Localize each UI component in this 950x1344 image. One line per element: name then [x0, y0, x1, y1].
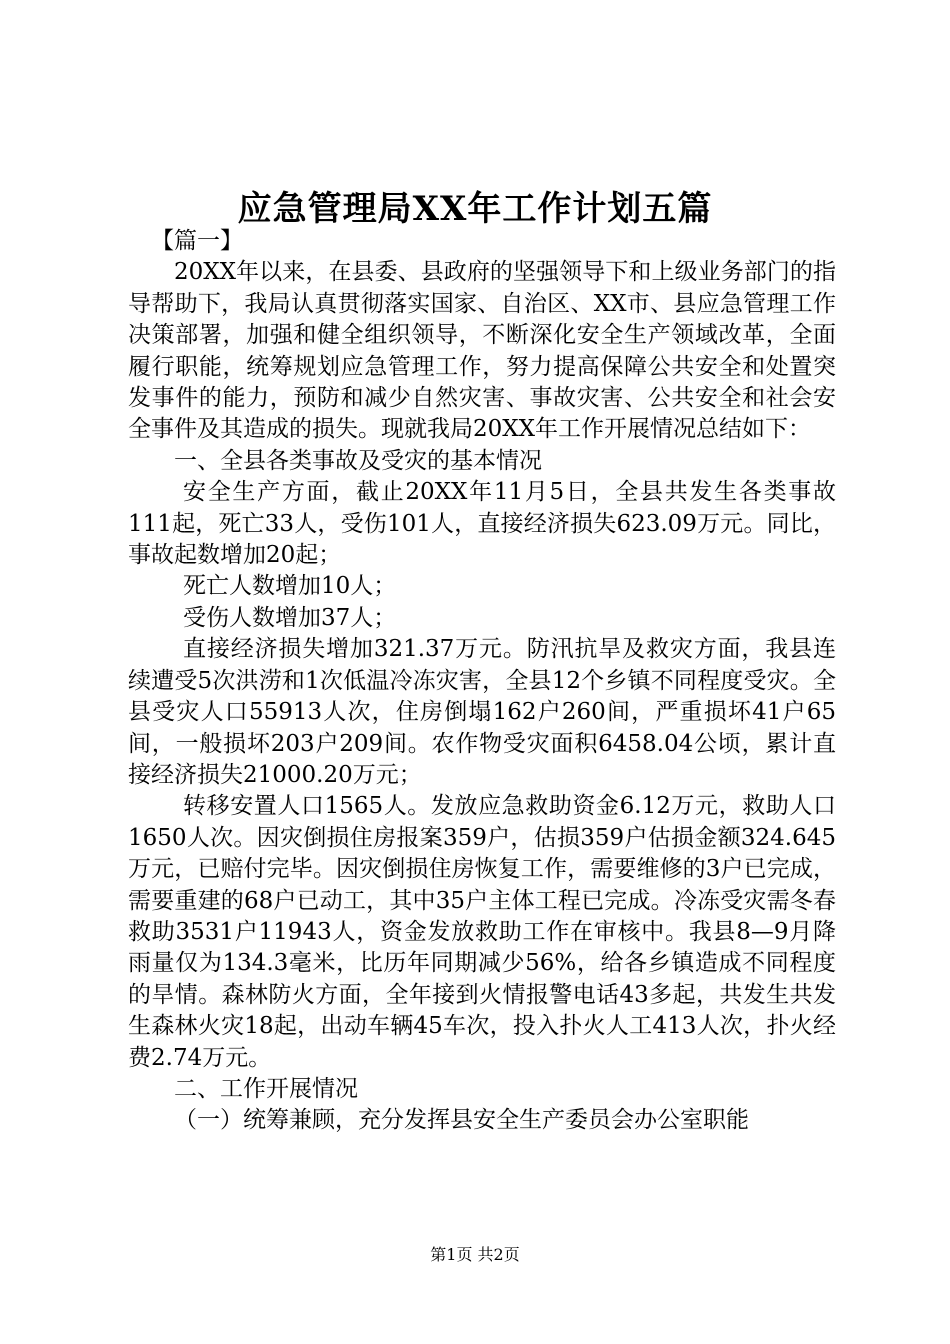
document-title: 应急管理局XX年工作计划五篇	[237, 189, 713, 229]
subheading-1: （一）统筹兼顾，充分发挥县安全生产委员会办公室职能	[174, 1107, 749, 1134]
paragraph-intro: 20XX年以来，在县委、县政府的坚强领导下和上级业务部门的指导帮助下，我局认真贯彻落实国家、自治区、XX市、县应急管理工作决策部署，加强和健全组织领导，不断深化安全生产领域改革，全面履行职能，统筹规划应急管理工作，努力提高保障公共安全和处置突发事件的能力，预防和减少自然灾害、事故灾害、公共安全和社会安全事件及其造成的损失。现就我局20XX年工作开展情况总结如下：	[128, 259, 836, 443]
paragraph-relief: 转移安置人口1565人。发放应急救助资金6.12万元，救助人口1650人次。因灾倒损住房报案359户，估损359户估损金额324.645万元，已赔付完毕。因灾倒损住房恢复工作，需要维修的3户已完成，需要重建的68户已动工，其中35户主体工程已完成。冷冻受灾需冬春救助3531户11943人，资金发放救助工作在审核中。我县8—9月降雨量仅为134.3毫米，比历年同期减少56%，给各乡镇造成不同程度的旱情。森林防火方面，全年接到火情报警电话43多起，共发生共发生森林火灾18起，出动车辆45车次，投入扑火人工413人次，扑火经费2.74万元。	[128, 793, 836, 1071]
heading-section-1: 一、全县各类事故及受灾的基本情况	[174, 447, 542, 474]
page-footer: 第1页 共2页	[430, 1245, 520, 1264]
paragraph-disaster: 直接经济损失增加321.37万元。防汛抗旱及救灾方面，我县连续遭受5次洪涝和1次低温冷冻灾害，全县12个乡镇不同程度受灾。全县受灾人口55913人次，住房倒塌162户260间，严重损坏41户65间，一般损坏203户209间。农作物受灾面积6458.04公顷，累计直接经济损失21000.20万元；	[128, 636, 836, 788]
paragraph-injuries: 受伤人数增加37人；	[183, 604, 397, 631]
heading-section-2: 二、工作开展情况	[174, 1075, 358, 1102]
paragraph-deaths: 死亡人数增加10人；	[183, 573, 397, 600]
document-body	[128, 226, 836, 1137]
paragraph-safety: 安全生产方面，截止20XX年11月5日，全县共发生各类事故111起，死亡33人，受伤101人，直接经济损失623.09万元。同比，事故起数增加20起；	[128, 479, 836, 569]
section-marker: 【篇一】	[151, 228, 243, 254]
